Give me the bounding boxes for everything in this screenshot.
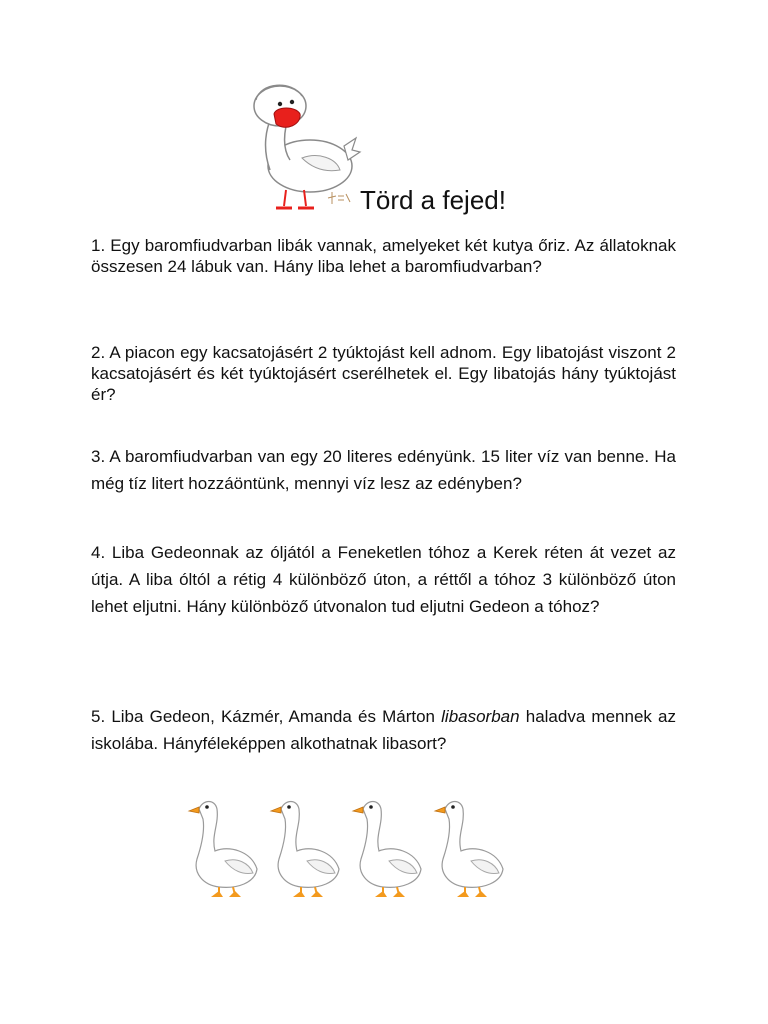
problem-3: 3. A baromfiudvarban van egy 20 literes edényünk. 15 liter víz van benne. Ha még tíz litert hozzáöntünk, mennyi víz lesz az edényben?: [91, 447, 676, 493]
problem-5-emphasis: libasorban: [441, 707, 520, 726]
problem-5: [91, 703, 676, 757]
problem-2: 2. A piacon egy kacsatojásért 2 tyúktojást kell adnom. Egy libatojást viszont 2 kacsatojásért és két tyúktojásért cserélhetek el. Egy libatojás hány tyúktojást ér?: [91, 343, 676, 404]
problem-4: 4. Liba Gedeonnak az óljától a Feneketlen tóhoz a Kerek réten át vezet az útja. A liba óltól a rétig 4 különböző úton, a réttől a tóhoz 3 különböző úton lehet eljutni. Hány különböző útvonalon tud eljutni Gedeon a tóhoz?: [91, 543, 676, 616]
goose-icon: [267, 795, 347, 903]
goose-icon: [349, 795, 429, 903]
goose-icon: [232, 78, 362, 214]
goose-icon: [185, 795, 265, 903]
problem-5-text-start: 5. Liba Gedeon, Kázmér, Amanda és Márton: [91, 707, 442, 726]
geese-row: [185, 795, 525, 905]
page-title: Törd a fejed!: [360, 185, 506, 215]
problem-5-text-end: haladva mennek az iskolába. Hányféleképpen alkothatnak libasort?: [91, 707, 677, 753]
goose-icon: [431, 795, 511, 903]
problem-1: 1. Egy baromfiudvarban libák vannak, amelyeket két kutya őriz. Az állatoknak összesen 24 lábuk van. Hány liba lehet a baromfiudvarban?: [91, 236, 676, 276]
